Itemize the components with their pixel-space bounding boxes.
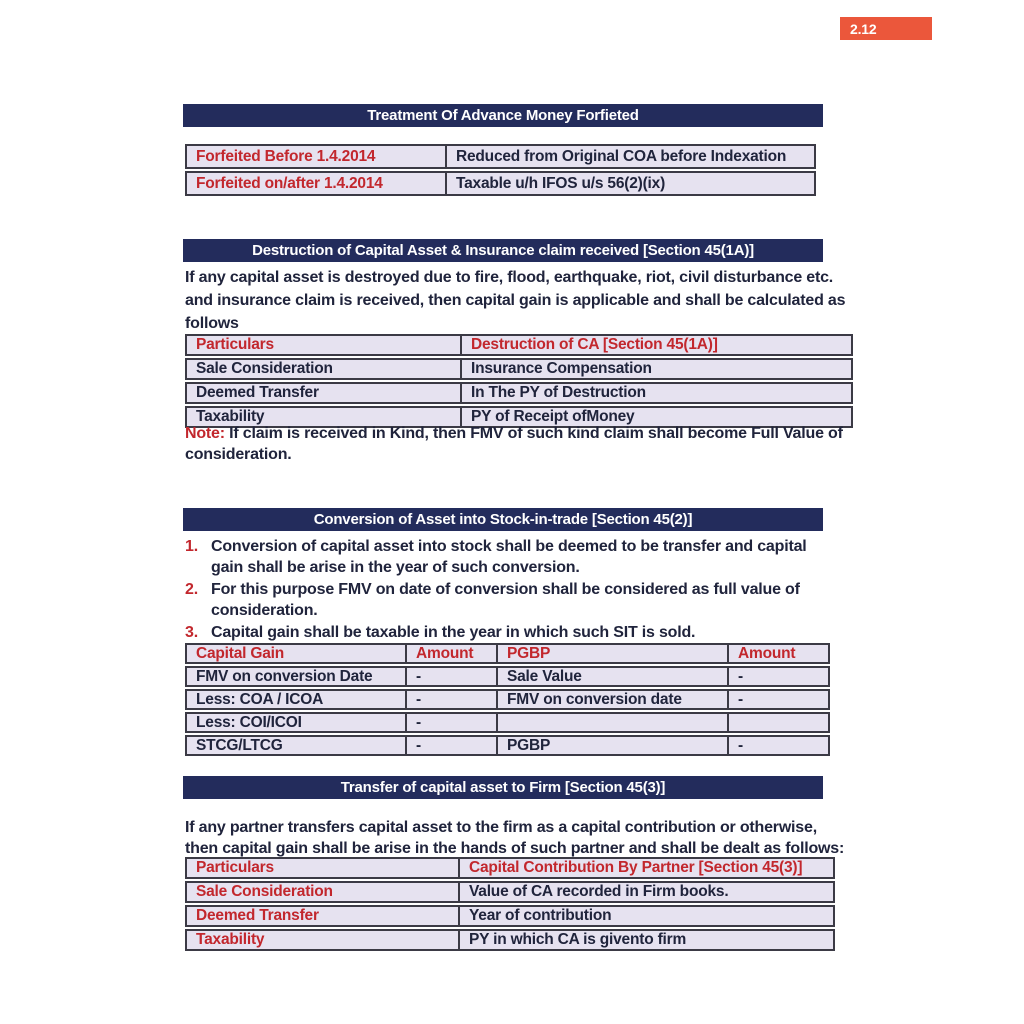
transfer-firm-intro-paragraph: If any partner transfers capital asset to the firm as a capital contribution or otherwise, then capital gain shall be arise in the hands of such partner and shall be dealt as follows: (185, 819, 845, 857)
table-cell: - (405, 712, 498, 733)
table-cell (727, 712, 830, 733)
conversion-table (185, 643, 830, 758)
destruction-intro-paragraph: If any capital asset is destroyed due to fire, flood, earthquake, riot, civil disturbance etc. and insurance claim is received, then capital gain is applicable and shall be calculated as follows (185, 269, 846, 332)
note-text: If claim is received in Kind, then FMV of such kind claim shall become Full Value of consideration. (185, 425, 843, 463)
table-cell-label: Deemed Transfer (185, 905, 460, 927)
table-row (185, 689, 830, 710)
conversion-numbered-list (185, 536, 840, 644)
table-cell-value: PY in which CA is givento firm (458, 929, 835, 951)
table-header-row (185, 334, 853, 356)
section-header-advance-money: Treatment Of Advance Money Forfieted (183, 104, 823, 127)
destruction-table (185, 334, 853, 430)
table-cell-label: Sale Consideration (185, 881, 460, 903)
list-item-text: Conversion of capital asset into stock shall be deemed to be transfer and capital gain shall be arise in the year of such conversion. (211, 538, 807, 576)
table-cell (496, 712, 729, 733)
section-header-destruction: Destruction of Capital Asset & Insurance claim received [Section 45(1A)] (183, 239, 823, 262)
section-header-transfer-firm: Transfer of capital asset to Firm [Section 45(3)] (183, 776, 823, 799)
table-header-cell: Particulars (185, 334, 462, 356)
table-header-cell: Capital Gain (185, 643, 407, 664)
table-cell: - (727, 735, 830, 756)
destruction-note (185, 423, 845, 465)
table-cell: FMV on conversion date (496, 689, 729, 710)
table-cell-label: Taxability (185, 406, 462, 428)
table-cell: - (405, 689, 498, 710)
advance-money-table (185, 144, 816, 198)
table-cell: - (727, 689, 830, 710)
list-item-number: 2. (185, 581, 198, 598)
table-cell: STCG/LTCG (185, 735, 407, 756)
list-item (185, 536, 840, 578)
table-cell-label: Forfeited on/after 1.4.2014 (185, 171, 447, 196)
section-header-conversion: Conversion of Asset into Stock-in-trade [Section 45(2)] (183, 508, 823, 531)
table-cell-value: PY of Receipt ofMoney (460, 406, 853, 428)
table-cell-label: Deemed Transfer (185, 382, 462, 404)
table-row (185, 171, 816, 196)
table-row (185, 735, 830, 756)
table-header-cell: PGBP (496, 643, 729, 664)
list-item-text: Capital gain shall be taxable in the year in which such SIT is sold. (211, 624, 696, 641)
list-item-number: 3. (185, 624, 198, 641)
table-cell-value: Taxable u/h IFOS u/s 56(2)(ix) (445, 171, 816, 196)
page-number-badge: 2.12 (840, 17, 932, 40)
list-item (185, 622, 840, 643)
transfer-firm-table (185, 857, 835, 953)
table-row (185, 712, 830, 733)
table-cell: - (405, 666, 498, 687)
table-cell: Less: COA / ICOA (185, 689, 407, 710)
table-header-cell: Amount (727, 643, 830, 664)
list-item-number: 1. (185, 538, 198, 555)
table-cell-label: Sale Consideration (185, 358, 462, 380)
table-row (185, 905, 835, 927)
table-header-cell: Particulars (185, 857, 460, 879)
table-cell: - (727, 666, 830, 687)
table-cell: FMV on conversion Date (185, 666, 407, 687)
table-header-row (185, 643, 830, 664)
table-row (185, 666, 830, 687)
table-cell: Less: COI/ICOI (185, 712, 407, 733)
table-cell-label: Forfeited Before 1.4.2014 (185, 144, 447, 169)
note-label: Note: (185, 425, 225, 442)
table-cell-label: Taxability (185, 929, 460, 951)
table-row (185, 929, 835, 951)
table-cell-value: Value of CA recorded in Firm books. (458, 881, 835, 903)
table-header-cell: Amount (405, 643, 498, 664)
table-row (185, 881, 835, 903)
table-cell: PGBP (496, 735, 729, 756)
table-header-row (185, 857, 835, 879)
table-row (185, 358, 853, 380)
table-cell-value: Year of contribution (458, 905, 835, 927)
table-header-cell: Capital Contribution By Partner [Section 45(3)] (458, 857, 835, 879)
table-cell: - (405, 735, 498, 756)
table-cell-value: Reduced from Original COA before Indexation (445, 144, 816, 169)
table-cell-value: In The PY of Destruction (460, 382, 853, 404)
table-row (185, 382, 853, 404)
list-item-text: For this purpose FMV on date of conversion shall be considered as full value of consideration. (211, 581, 800, 619)
table-cell: Sale Value (496, 666, 729, 687)
list-item (185, 579, 840, 621)
table-header-cell: Destruction of CA [Section 45(1A)] (460, 334, 853, 356)
table-row (185, 144, 816, 169)
table-cell-value: Insurance Compensation (460, 358, 853, 380)
